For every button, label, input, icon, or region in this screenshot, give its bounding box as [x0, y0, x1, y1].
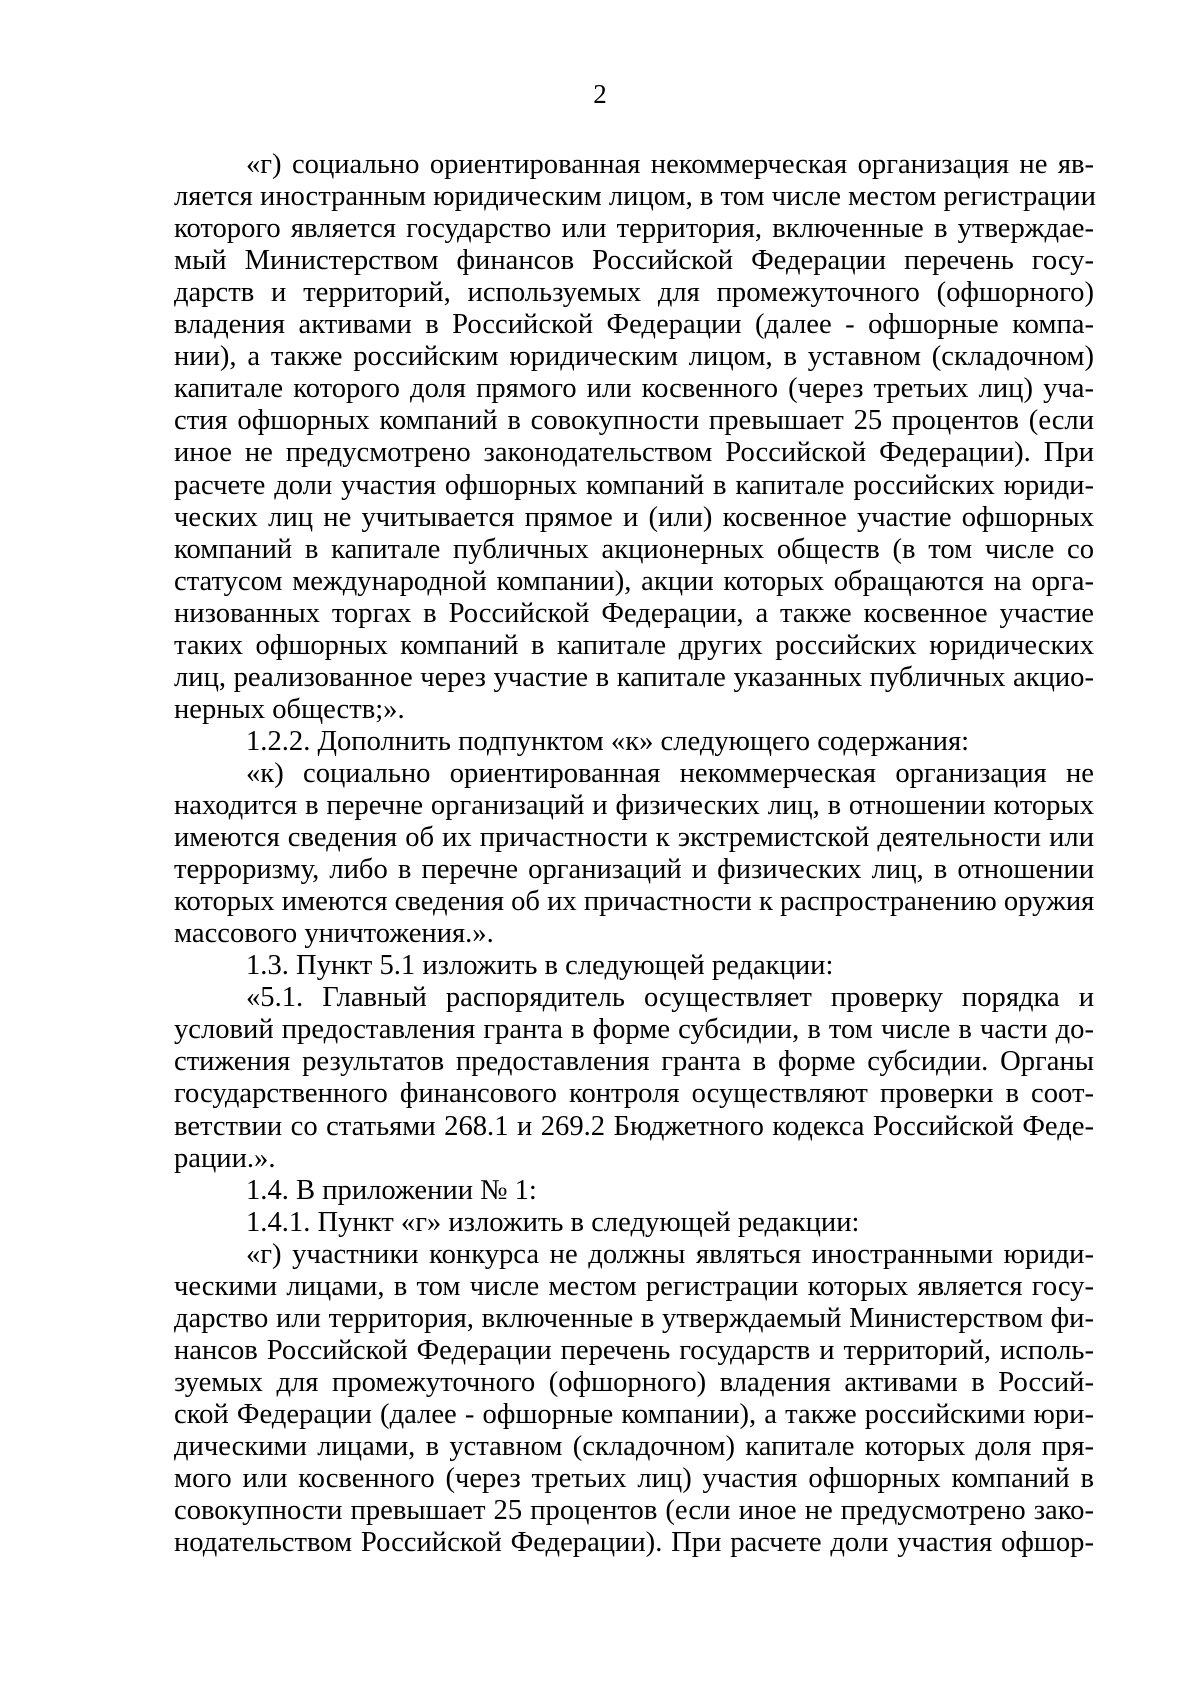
- text-line: «5.1. Главный распорядитель осуществляет проверку порядка и: [246, 982, 1094, 1014]
- text-line: нерных обществ;».: [174, 693, 405, 725]
- text-line: 1.2.2. Дополнить подпунктом «к» следующего содержания:: [246, 725, 970, 757]
- text-line: нодательством Российской Федерации). При расчете доли участия офшор-: [174, 1527, 1094, 1559]
- text-line: «к) социально ориентированная некоммерческая организация не: [246, 757, 1094, 789]
- text-line: иное не предусмотрено законодательством Российской Федерации). При: [174, 437, 1094, 469]
- text-line: лиц, реализованное через участие в капитале указанных публичных акцио-: [174, 661, 1094, 693]
- text-line: мый Министерством финансов Российской Федерации перечень госу-: [174, 245, 1094, 277]
- text-line: ческих лиц не учитывается прямое и (или) косвенное участие офшорных: [174, 501, 1094, 533]
- text-line: компаний в капитале публичных акционерных обществ (в том числе со: [174, 533, 1094, 565]
- text-line: статусом международной компании), акции которых обращаются на орга-: [174, 565, 1094, 597]
- text-line: капитале которого доля прямого или косвенного (через третьих лиц) уча-: [174, 373, 1094, 405]
- text-line: «г) социально ориентированная некоммерческая организация не яв-: [246, 149, 1094, 180]
- text-line: мого или косвенного (через третьих лиц) участия офшорных компаний в: [174, 1463, 1094, 1495]
- text-line: которого является государство или территория, включенные в утверждае-: [174, 213, 1094, 245]
- text-line: ветствии со статьями 268.1 и 269.2 Бюджетного кодекса Российской Феде-: [174, 1110, 1094, 1142]
- text-line: ской Федерации (далее - офшорные компании), а также российскими юри-: [174, 1398, 1094, 1430]
- text-line: совокупности превышает 25 процентов (если иное не предусмотрено зако-: [174, 1495, 1094, 1527]
- text-line: рации.».: [174, 1142, 276, 1174]
- text-line: 1.3. Пункт 5.1 изложить в следующей редакции:: [246, 950, 834, 982]
- text-line: условий предоставления гранта в форме субсидии, в том числе в части до-: [174, 1014, 1094, 1046]
- text-line: стия офшорных компаний в совокупности превышает 25 процентов (если: [174, 405, 1094, 437]
- text-line: дарство или территория, включенные в утверждаемый Министерством фи-: [174, 1302, 1094, 1334]
- text-line: имеются сведения об их причастности к экстремистской деятельности или: [174, 822, 1094, 854]
- text-line: дическими лицами, в уставном (складочном) капитале которых доля пря-: [174, 1431, 1094, 1462]
- page-number: 2: [593, 79, 607, 109]
- text-line: «г) участники конкурса не должны являться иностранными юриди-: [246, 1238, 1094, 1270]
- text-line: расчете доли участия офшорных компаний в капитале российских юриди-: [174, 469, 1094, 501]
- text-line: которых имеются сведения об их причастности к распространению оружия: [174, 886, 1095, 918]
- text-line: массового уничтожения.».: [174, 918, 494, 950]
- text-line: 1.4.1. Пункт «г» изложить в следующей редакции:: [246, 1206, 860, 1238]
- text-line: низованных торгах в Российской Федерации, а также косвенное участие: [174, 597, 1094, 629]
- text-line: находится в перечне организаций и физических лиц, в отношении которых: [174, 790, 1094, 821]
- text-line: таких офшорных компаний в капитале других российских юридических: [174, 629, 1094, 661]
- text-line: государственного финансового контроля осуществляют проверки в соот-: [174, 1078, 1094, 1110]
- text-line: нии), а также российским юридическим лицом, в уставном (складочном): [174, 341, 1094, 373]
- text-line: ческими лицами, в том числе местом регистрации которых является госу-: [174, 1270, 1094, 1302]
- text-line: зуемых для промежуточного (офшорного) владения активами в Россий-: [174, 1366, 1094, 1398]
- text-line: дарств и территорий, используемых для промежуточного (офшорного): [174, 277, 1094, 309]
- text-line: нансов Российской Федерации перечень государств и территорий, исполь-: [174, 1334, 1094, 1366]
- text-line: владения активами в Российской Федерации (далее - офшорные компа-: [174, 309, 1094, 341]
- text-line: ляется иностранным юридическим лицом, в том числе местом регистрации: [174, 181, 1096, 213]
- text-line: стижения результатов предоставления гранта в форме субсидии. Органы: [174, 1046, 1094, 1078]
- text-line: терроризму, либо в перечне организаций и физических лиц, в отношении: [174, 854, 1094, 886]
- text-line: 1.4. В приложении № 1:: [246, 1174, 537, 1206]
